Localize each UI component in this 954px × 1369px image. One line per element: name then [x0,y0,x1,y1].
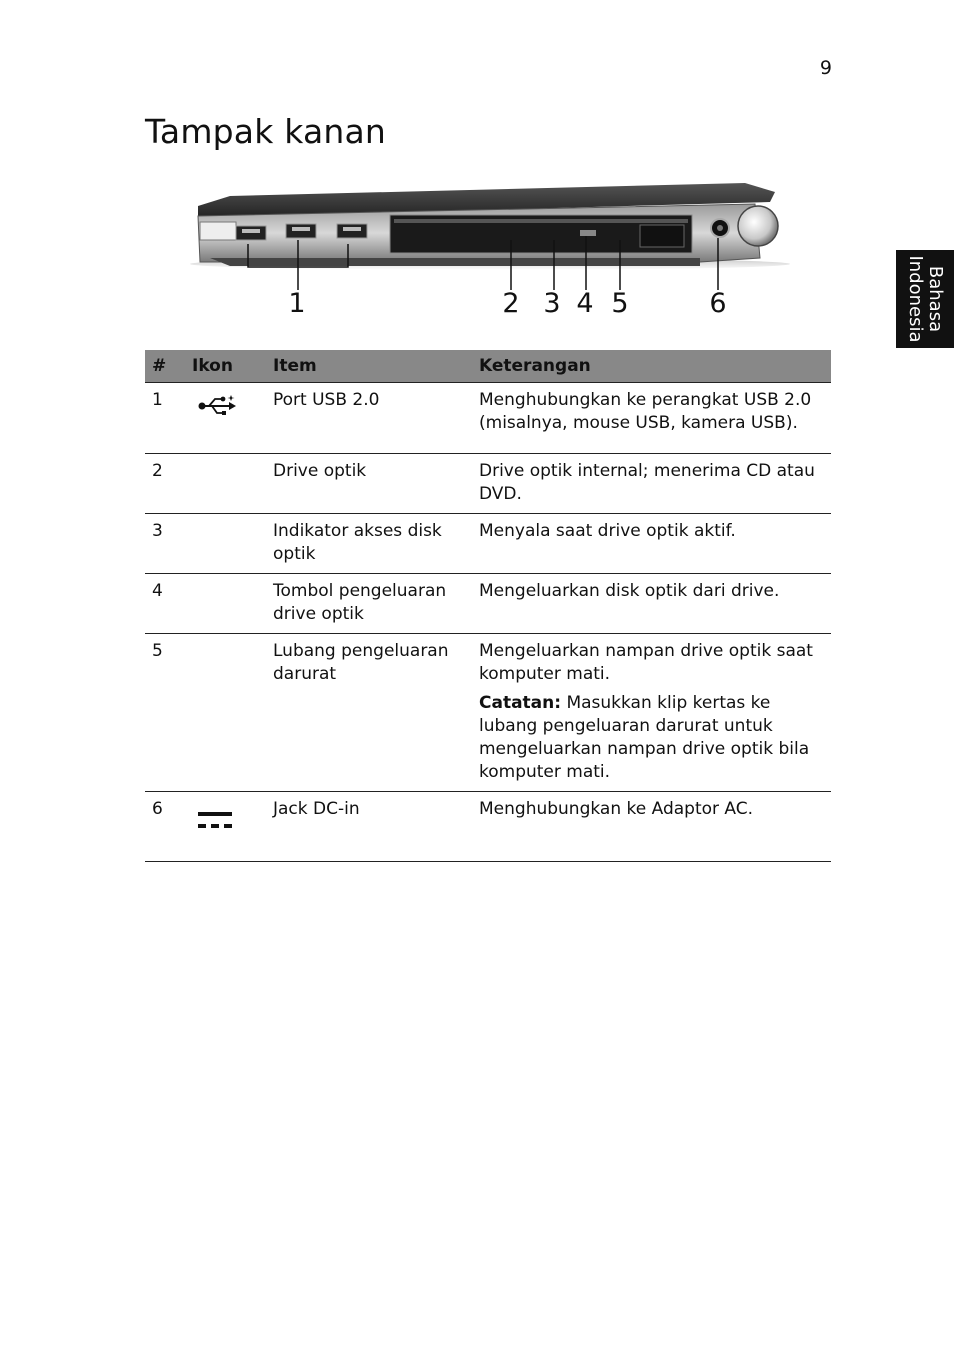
row-note [479,692,831,784]
row-number: 6 [145,792,185,862]
row-number: 4 [145,574,185,634]
language-tab-line1: Bahasa [925,265,946,333]
row-description-main: Mengeluarkan nampan drive optik saat komputer mati. [479,641,813,684]
table-row [145,574,831,634]
callout-5: 5 [611,288,629,319]
header-item: Item [266,350,472,383]
header-icon: Ikon [185,350,266,383]
table-row [145,454,831,514]
row-number: 3 [145,514,185,574]
row-icon [185,383,266,454]
row-item: Jack DC-in [266,792,472,862]
row-item: Lubang pengeluaran darurat [266,634,472,792]
row-icon [185,514,266,574]
table-header-row [145,350,831,383]
table-row [145,383,831,454]
header-number: # [145,350,185,383]
note-text: Masukkan klip kertas ke lubang pengeluaran darurat untuk mengeluarkan nampan drive optik bila komputer mati. [479,693,810,782]
row-number: 2 [145,454,185,514]
port-description-table [145,350,831,862]
usb-icon [197,395,237,417]
note-label: Catatan: [479,693,562,713]
callout-6: 6 [709,288,727,319]
row-icon [185,792,266,862]
row-description: Drive optik internal; menerima CD atau DVD. [472,454,831,514]
row-description: Menghubungkan ke perangkat USB 2.0 (misalnya, mouse USB, kamera USB). [472,383,831,454]
row-description: Mengeluarkan disk optik dari drive. [472,574,831,634]
table-row [145,792,831,862]
row-item: Tombol pengeluaran drive optik [266,574,472,634]
callout-4: 4 [576,288,594,319]
row-icon [185,634,266,792]
callout-3: 3 [543,288,561,319]
dc-power-icon [196,810,236,832]
language-tab-line2: Indonesia [905,255,926,343]
table-row [145,634,831,792]
row-description [472,634,831,792]
header-description: Keterangan [472,350,831,383]
row-icon [185,574,266,634]
callout-1: 1 [288,288,306,319]
laptop-right-side-illustration [0,0,954,343]
row-icon [185,454,266,514]
page-title: Tampak kanan [145,112,387,151]
row-item: Port USB 2.0 [266,383,472,454]
callout-2: 2 [502,288,520,319]
laptop-right-side-figure [0,0,954,343]
row-item: Indikator akses disk optik [266,514,472,574]
row-item: Drive optik [266,454,472,514]
row-description: Menyala saat drive optik aktif. [472,514,831,574]
page-number: 9 [819,57,832,79]
table-row [145,514,831,574]
row-number: 5 [145,634,185,792]
row-description: Menghubungkan ke Adaptor AC. [472,792,831,862]
row-number: 1 [145,383,185,454]
